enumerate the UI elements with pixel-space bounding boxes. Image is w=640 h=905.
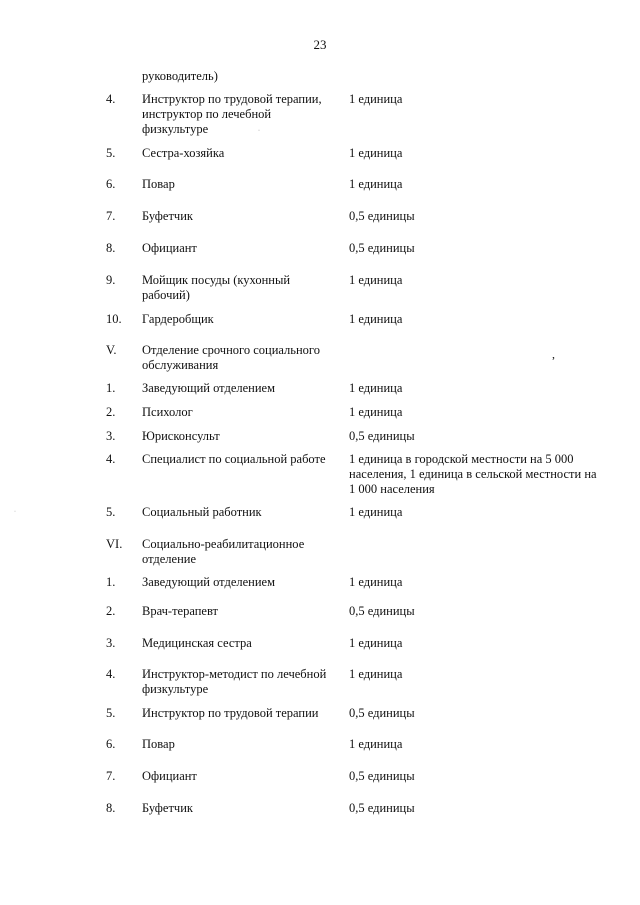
item-quantity: 1 единица <box>349 177 403 191</box>
item-quantity: 1 единица <box>349 92 403 106</box>
item-name: Инструктор-методист по лечебной физкультуре <box>142 667 327 696</box>
stray-comma-mark: , <box>552 347 555 361</box>
item-number: 1. <box>106 381 116 395</box>
item-name: Официант <box>142 241 197 255</box>
page-number: 23 <box>313 37 327 52</box>
item-name: Заведующий отделением <box>142 381 276 395</box>
item-number: 4. <box>106 667 116 681</box>
item-number: 6. <box>106 737 116 751</box>
item-quantity: 1 единица <box>349 575 403 589</box>
item-quantity: 0,5 единицы <box>349 209 415 223</box>
scan-speck: · <box>258 128 260 134</box>
item-quantity: 1 единица <box>349 737 403 751</box>
item-number: 3. <box>106 636 116 650</box>
item-name: Врач-терапевт <box>142 604 219 618</box>
item-quantity: 0,5 единицы <box>349 241 415 255</box>
item-name: Мойщик посуды (кухонный рабочий) <box>142 273 291 302</box>
item-number: 4. <box>106 452 116 466</box>
item-number: 9. <box>106 273 116 287</box>
item-number: 2. <box>106 604 116 618</box>
item-name: Гардеробщик <box>142 312 214 326</box>
item-quantity: 1 единица <box>349 312 403 326</box>
item-quantity: 0,5 единицы <box>349 801 415 815</box>
item-name: Сестра-хозяйка <box>142 146 225 160</box>
item-name: Инструктор по трудовой терапии, инструктор по лечебной физкультуре <box>142 92 322 136</box>
item-quantity: 1 единица <box>349 505 403 519</box>
item-name: Заведующий отделением <box>142 575 276 589</box>
item-number: 7. <box>106 209 116 223</box>
section-title: Социально-реабилитационное отделение <box>142 537 305 566</box>
item-number: 5. <box>106 505 116 519</box>
item-quantity: 1 единица <box>349 667 403 681</box>
item-quantity: 1 единица <box>349 381 403 395</box>
item-number: 5. <box>106 706 116 720</box>
item-number: 6. <box>106 177 116 191</box>
item-name: Медицинская сестра <box>142 636 252 650</box>
item-number: 7. <box>106 769 116 783</box>
item-quantity: 1 единица <box>349 405 403 419</box>
item-name: Социальный работник <box>142 505 262 519</box>
item-quantity: 1 единица в городской местности на 5 000 населения, 1 единица в сельской местности на 1 000 населения <box>349 452 597 496</box>
item-number: 10. <box>106 312 122 326</box>
item-name: Инструктор по трудовой терапии <box>142 706 319 720</box>
item-quantity: 1 единица <box>349 636 403 650</box>
continuation-text: руководитель) <box>142 69 218 83</box>
item-number: 1. <box>106 575 116 589</box>
section-number: V. <box>106 343 117 357</box>
item-quantity: 0,5 единицы <box>349 604 415 618</box>
item-number: 2. <box>106 405 116 419</box>
item-name: Специалист по социальной работе <box>142 452 326 466</box>
item-name: Повар <box>142 177 175 191</box>
item-quantity: 0,5 единицы <box>349 429 415 443</box>
item-quantity: 0,5 единицы <box>349 706 415 720</box>
item-name: Буфетчик <box>142 209 193 223</box>
item-number: 4. <box>106 92 116 106</box>
item-name: Буфетчик <box>142 801 193 815</box>
item-number: 3. <box>106 429 116 443</box>
scan-speck: · <box>14 509 16 515</box>
item-quantity: 0,5 единицы <box>349 769 415 783</box>
item-number: 5. <box>106 146 116 160</box>
item-quantity: 1 единица <box>349 273 403 287</box>
item-name: Психолог <box>142 405 193 419</box>
item-name: Юрисконсульт <box>142 429 220 443</box>
section-number: VI. <box>106 537 123 551</box>
item-number: 8. <box>106 801 116 815</box>
item-number: 8. <box>106 241 116 255</box>
item-name: Официант <box>142 769 197 783</box>
item-quantity: 1 единица <box>349 146 403 160</box>
section-title: Отделение срочного социального обслуживания <box>142 343 320 372</box>
item-name: Повар <box>142 737 175 751</box>
